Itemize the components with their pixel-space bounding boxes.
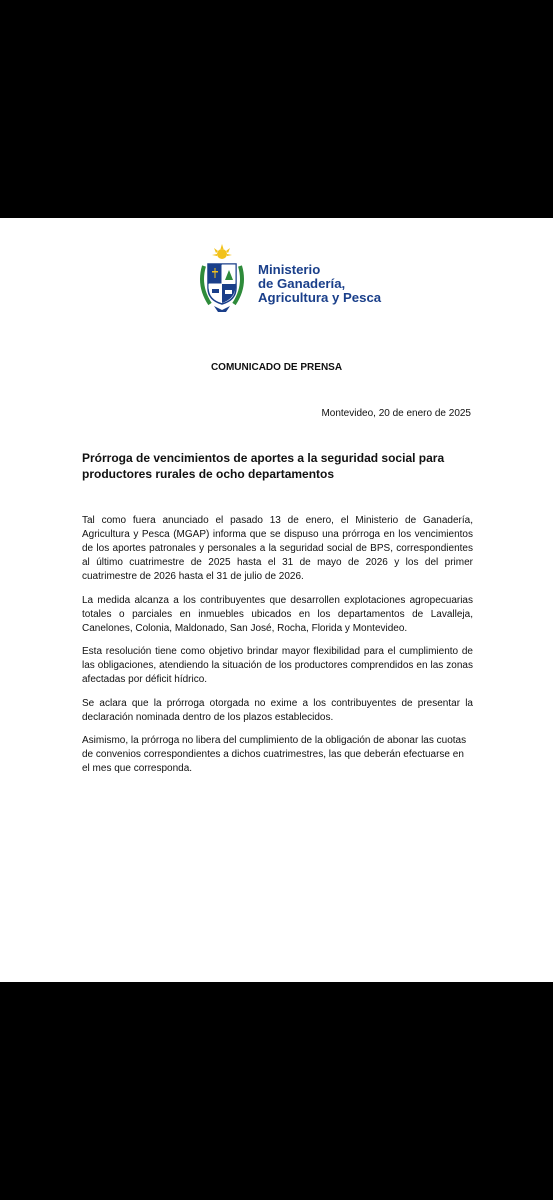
coat-of-arms-icon xyxy=(196,244,248,316)
paragraph-1: Tal como fuera anunciado el pasado 13 de enero, el Ministerio de Ganadería, Agricultura y Pesca (MGAP) informa que se dispuso una prórroga en los vencimientos de los aportes patronales y personales a la seguridad social de BPS, correspondientes al último cuatrimestre de 2025 hasta el 31 de mayo de 2026 y los del primer cuatrimestre de 2026 hasta el 31 de julio de 2026. xyxy=(82,515,473,582)
ministry-line-1: Ministerio xyxy=(258,262,321,277)
document-body xyxy=(82,514,473,786)
paragraph-2: La medida alcanza a los contribuyentes que desarrollen explotaciones agropecuarias totales o parciales en inmuebles ubicados en los departamentos de Lavalleja, Canelones, Colonia, Maldonado, San José, Rocha, Florida y Montevideo. xyxy=(82,594,473,634)
press-release-heading: COMUNICADO DE PRENSA xyxy=(210,362,343,373)
ministry-name xyxy=(258,263,381,305)
document-title: Prórroga de vencimientos de aportes a la seguridad social para productores rurales de ocho departamentos xyxy=(82,451,445,481)
dateline: Montevideo, 20 de enero de 2025 xyxy=(321,408,471,419)
paragraph-4: Se aclara que la prórroga otorgada no exime a los contribuyentes de presentar la declaración nominada dentro de los plazos establecidos. xyxy=(82,697,473,723)
ministry-line-3: Agricultura y Pesca xyxy=(258,290,382,305)
paragraph-5: Asimismo, la prórroga no libera del cumplimiento de la obligación de abonar las cuotas de convenios correspondientes a dichos cuatrimestres, las que deberán efectuarse en el mes que corresponda. xyxy=(82,735,467,774)
document-page xyxy=(0,218,553,982)
ministry-line-2: de Ganadería, xyxy=(258,276,346,291)
paragraph-3: Esta resolución tiene como objetivo brindar mayor flexibilidad para el cumplimiento de las obligaciones, atendiendo la situación de los productores comprendidos en las zonas afectadas por déficit hídrico. xyxy=(82,646,473,685)
